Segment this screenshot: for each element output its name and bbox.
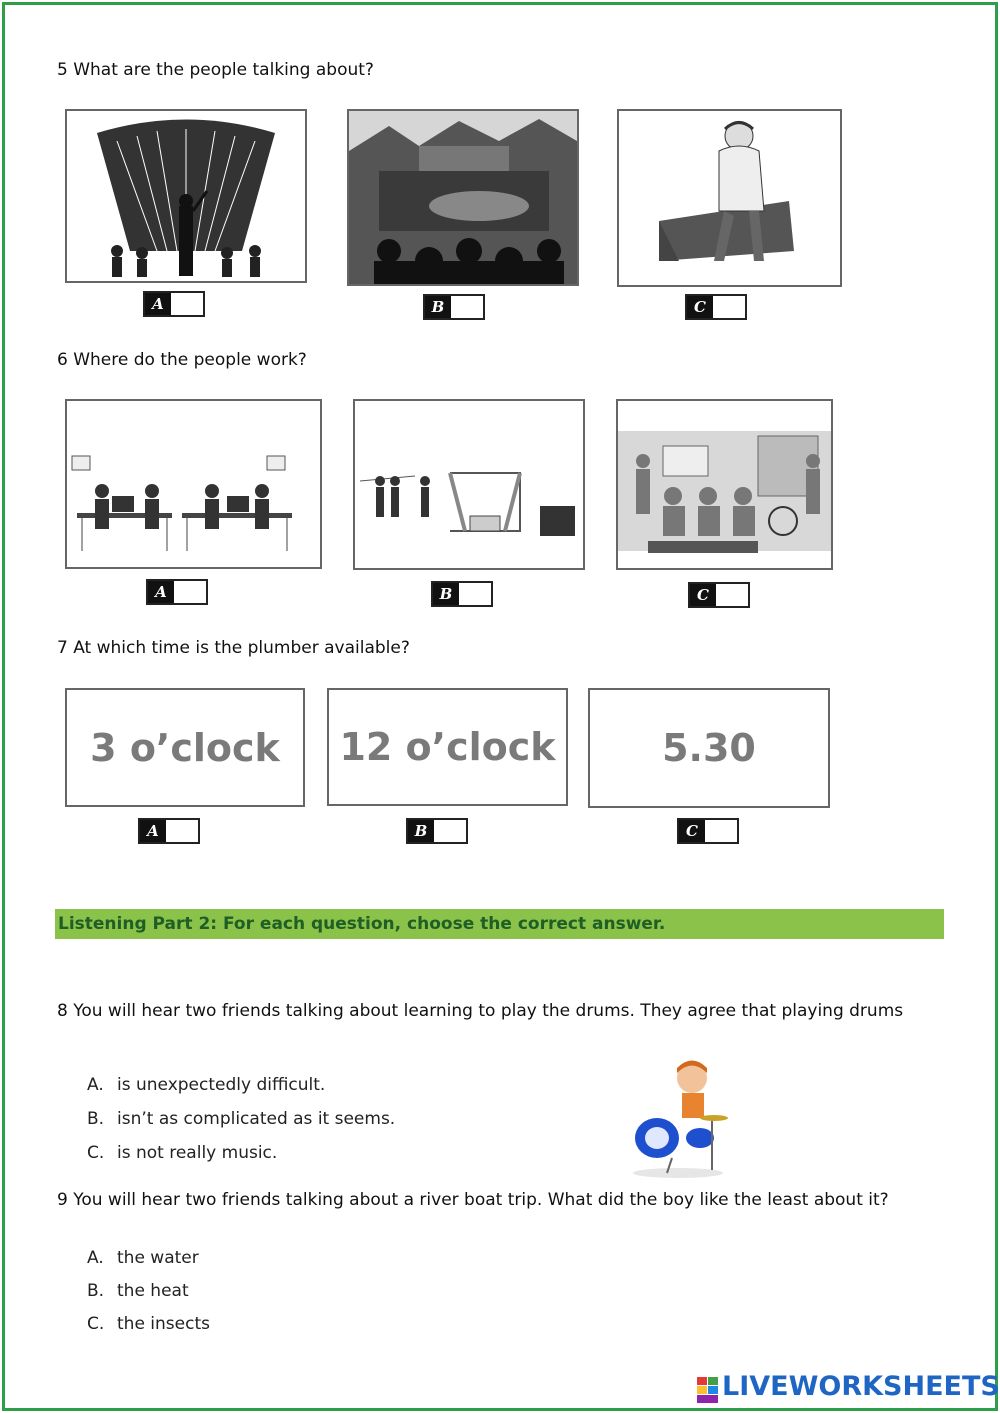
drummer-boy-illustration (622, 1058, 734, 1178)
q9-option-b[interactable] (87, 1281, 189, 1301)
answer-checkbox[interactable] (171, 293, 203, 315)
q7-answer-a[interactable] (138, 818, 200, 844)
option-label-c: C (690, 584, 716, 606)
question-7-text: 7 At which time is the plumber available? (57, 638, 410, 658)
q8-option-c[interactable] (87, 1143, 277, 1163)
q7-time-b: 12 o’clock (327, 688, 568, 806)
q6-image-b-restaurant (353, 399, 585, 570)
q7-answer-c[interactable] (677, 818, 739, 844)
answer-checkbox[interactable] (166, 820, 198, 842)
answer-checkbox[interactable] (716, 584, 748, 606)
option-label-c: C (687, 296, 713, 318)
q8-option-b[interactable] (87, 1109, 395, 1129)
option-label-c: C (679, 820, 705, 842)
option-text: is not really music. (117, 1143, 278, 1163)
q9-option-c[interactable] (87, 1314, 210, 1334)
q5-answer-c[interactable] (685, 294, 747, 320)
q6-image-c-care-home (616, 399, 833, 570)
q6-answer-a[interactable] (146, 579, 208, 605)
q5-answer-b[interactable] (423, 294, 485, 320)
q5-image-b-concert-crowd (347, 109, 579, 286)
answer-checkbox[interactable] (174, 581, 206, 603)
q7-time-c: 5.30 (588, 688, 830, 808)
option-label-b: B (408, 820, 434, 842)
option-letter: B. (87, 1281, 105, 1301)
option-letter: C. (87, 1143, 105, 1163)
question-5-text: 5 What are the people talking about? (57, 60, 374, 80)
liveworksheets-logo-icon (697, 1377, 719, 1405)
q6-answer-c[interactable] (688, 582, 750, 608)
option-text: is unexpectedly difficult. (117, 1075, 326, 1095)
liveworksheets-logo[interactable]: LIVEWORKSHEETS (722, 1371, 1000, 1402)
option-label-a: A (145, 293, 171, 315)
q5-image-a-orchestra (65, 109, 307, 283)
option-label-a: A (140, 820, 166, 842)
q5-answer-a[interactable] (143, 291, 205, 317)
question-9-text: 9 You will hear two friends talking about a river boat trip. What did the boy like the least about it? (57, 1190, 889, 1210)
option-letter: B. (87, 1109, 105, 1129)
section-banner: Listening Part 2: For each question, choose the correct answer. (55, 909, 944, 939)
q7-time-a: 3 o’clock (65, 688, 305, 807)
option-text: the insects (117, 1314, 210, 1334)
option-text: the heat (117, 1281, 189, 1301)
q5-image-c-girl-with-headphones (617, 109, 842, 287)
option-label-a: A (148, 581, 174, 603)
option-label-b: B (425, 296, 451, 318)
q6-answer-b[interactable] (431, 581, 493, 607)
answer-checkbox[interactable] (451, 296, 483, 318)
option-letter: C. (87, 1314, 105, 1334)
option-letter: A. (87, 1248, 104, 1268)
option-letter: A. (87, 1075, 104, 1095)
question-6-text: 6 Where do the people work? (57, 350, 307, 370)
answer-checkbox[interactable] (459, 583, 491, 605)
answer-checkbox[interactable] (705, 820, 737, 842)
option-text: isn’t as complicated as it seems. (117, 1109, 396, 1129)
q9-option-a[interactable] (87, 1248, 199, 1268)
option-text: the water (117, 1248, 199, 1268)
answer-checkbox[interactable] (434, 820, 466, 842)
answer-checkbox[interactable] (713, 296, 745, 318)
option-label-b: B (433, 583, 459, 605)
q7-answer-b[interactable] (406, 818, 468, 844)
q6-image-a-office (65, 399, 322, 569)
q8-option-a[interactable] (87, 1075, 325, 1095)
question-8-text: 8 You will hear two friends talking about learning to play the drums. They agree that playing drums (57, 1001, 904, 1021)
